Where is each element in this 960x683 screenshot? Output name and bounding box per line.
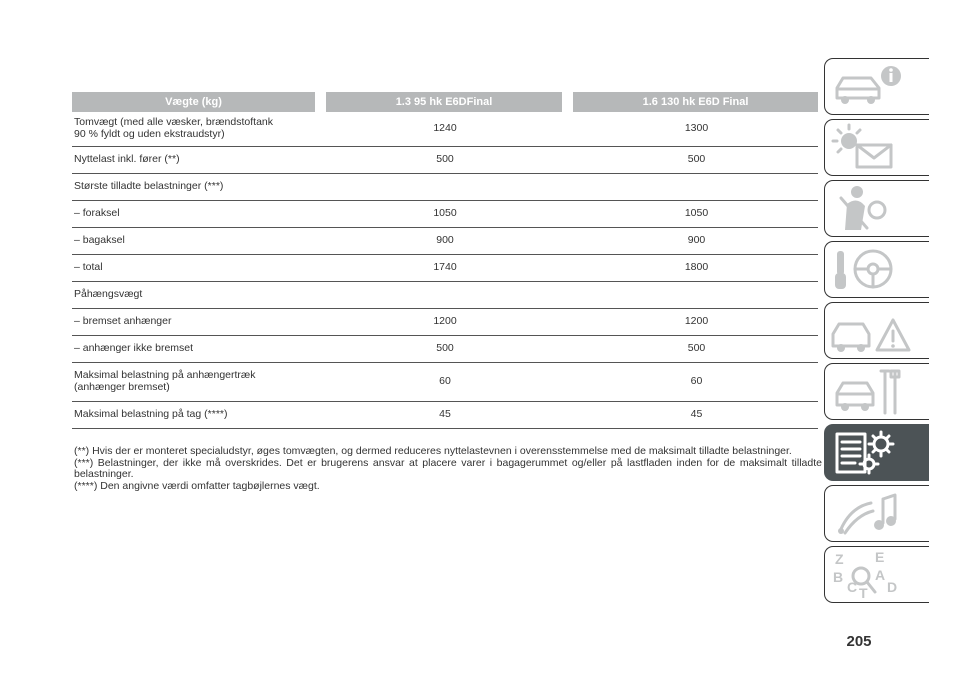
sidebar-tab-multimedia[interactable] bbox=[824, 485, 929, 542]
row-value-1-3: 45 bbox=[326, 401, 562, 428]
weights-table bbox=[72, 92, 818, 429]
index-letter: T bbox=[859, 585, 868, 600]
row-value-1-3: 60 bbox=[326, 362, 562, 401]
table-row bbox=[72, 308, 818, 335]
row-value-1-3 bbox=[326, 281, 562, 308]
sidebar-tab-car-info[interactable] bbox=[824, 58, 929, 115]
index-letter: B bbox=[833, 569, 844, 585]
warning-lights-message-icon bbox=[831, 123, 921, 173]
row-value-1-3: 500 bbox=[326, 335, 562, 362]
footnote-2: (**) Hvis der er monteret specialudstyr, øges tomvægten, og dermed reduceres nyttelastevnen i overensstemmelse med de maksimalt tilladte belastninger. bbox=[74, 445, 792, 457]
index-letter: Z bbox=[835, 551, 844, 567]
table-row bbox=[72, 200, 818, 227]
row-label: Nyttelast inkl. fører (**) bbox=[74, 152, 180, 165]
footnotes bbox=[74, 446, 822, 492]
sidebar-tab-safety[interactable] bbox=[824, 180, 929, 237]
index-letter: D bbox=[887, 579, 898, 595]
row-value-1-6: 900 bbox=[573, 227, 818, 254]
technical-data-icon bbox=[831, 428, 921, 478]
sidebar-tab-technical-data[interactable] bbox=[824, 424, 929, 481]
table-row bbox=[72, 362, 818, 401]
footnote-4: (****) Den angivne værdi omfatter tagbøjlernes vægt. bbox=[74, 479, 320, 492]
multimedia-icon bbox=[831, 489, 921, 539]
row-value-1-6: 500 bbox=[573, 335, 818, 362]
table-row bbox=[72, 146, 818, 173]
row-value-1-3: 1740 bbox=[326, 254, 562, 281]
page-number: 205 bbox=[846, 633, 872, 650]
safety-seat-airbag-icon bbox=[831, 184, 921, 234]
table-row bbox=[72, 254, 818, 281]
row-label: – total bbox=[74, 260, 103, 273]
sidebar-tab-maintenance[interactable] bbox=[824, 363, 929, 420]
index-letter: A bbox=[875, 567, 886, 583]
row-label: Maksimal belastning på tag (****) bbox=[74, 407, 228, 420]
row-value-1-6: 45 bbox=[573, 401, 818, 428]
row-label: – bagaksel bbox=[74, 233, 125, 246]
sidebar-tab-emergency[interactable] bbox=[824, 302, 929, 359]
footnote-3: (***) Belastninger, der ikke må overskrides. Det er brugerens ansvar at placere varer i bagagerummet og/eller på lastfladen inden for de maksimalt tilladte belastninger. bbox=[74, 456, 822, 481]
row-label: – bremset anhænger bbox=[74, 314, 172, 327]
sidebar-tab-starting-driving[interactable] bbox=[824, 241, 929, 298]
header-engine-1-6: 1.6 130 hk E6D Final bbox=[573, 92, 818, 112]
table-row bbox=[72, 227, 818, 254]
car-info-icon bbox=[831, 62, 921, 112]
row-label: – foraksel bbox=[74, 206, 120, 219]
row-value-1-6 bbox=[573, 281, 818, 308]
row-label: Tomvægt (med alle væsker, brændstoftank 90 % fyldt og uden ekstraudstyr) bbox=[74, 116, 273, 140]
header-engine-1-3: 1.3 95 hk E6DFinal bbox=[326, 92, 562, 112]
row-label: – anhænger ikke bremset bbox=[74, 341, 194, 354]
row-value-1-3: 900 bbox=[326, 227, 562, 254]
key-steering-wheel-icon bbox=[831, 245, 921, 295]
row-value-1-3: 1240 bbox=[326, 112, 562, 146]
emergency-car-icon bbox=[831, 306, 921, 356]
row-value-1-3: 1050 bbox=[326, 200, 562, 227]
row-value-1-6: 1050 bbox=[573, 200, 818, 227]
sidebar-tab-alphabetical-index[interactable] bbox=[824, 546, 929, 603]
index-letter: E bbox=[875, 550, 885, 565]
row-label: Maksimal belastning på anhængertræk (anhænger bremset) bbox=[74, 369, 256, 393]
table-header-row bbox=[72, 92, 818, 112]
row-label: Påhængsvægt bbox=[74, 287, 143, 300]
row-value-1-3: 1200 bbox=[326, 308, 562, 335]
table-row bbox=[72, 281, 818, 308]
table-row bbox=[72, 401, 818, 428]
row-value-1-6 bbox=[573, 173, 818, 200]
row-value-1-3: 500 bbox=[326, 146, 562, 173]
row-value-1-6: 60 bbox=[573, 362, 818, 401]
sidebar-tab-warning-lights[interactable] bbox=[824, 119, 929, 176]
row-value-1-6: 1300 bbox=[573, 112, 818, 146]
index-letter: C bbox=[847, 579, 858, 595]
row-value-1-6: 1800 bbox=[573, 254, 818, 281]
row-label: Største tilladte belastninger (***) bbox=[74, 179, 224, 192]
row-value-1-3 bbox=[326, 173, 562, 200]
alphabetical-index-icon bbox=[831, 550, 921, 600]
header-weights: Vægte (kg) bbox=[72, 92, 315, 112]
car-maintenance-icon bbox=[831, 367, 921, 417]
table-row bbox=[72, 335, 818, 362]
row-value-1-6: 500 bbox=[573, 146, 818, 173]
table-row bbox=[72, 173, 818, 200]
row-value-1-6: 1200 bbox=[573, 308, 818, 335]
table-row bbox=[72, 112, 818, 146]
